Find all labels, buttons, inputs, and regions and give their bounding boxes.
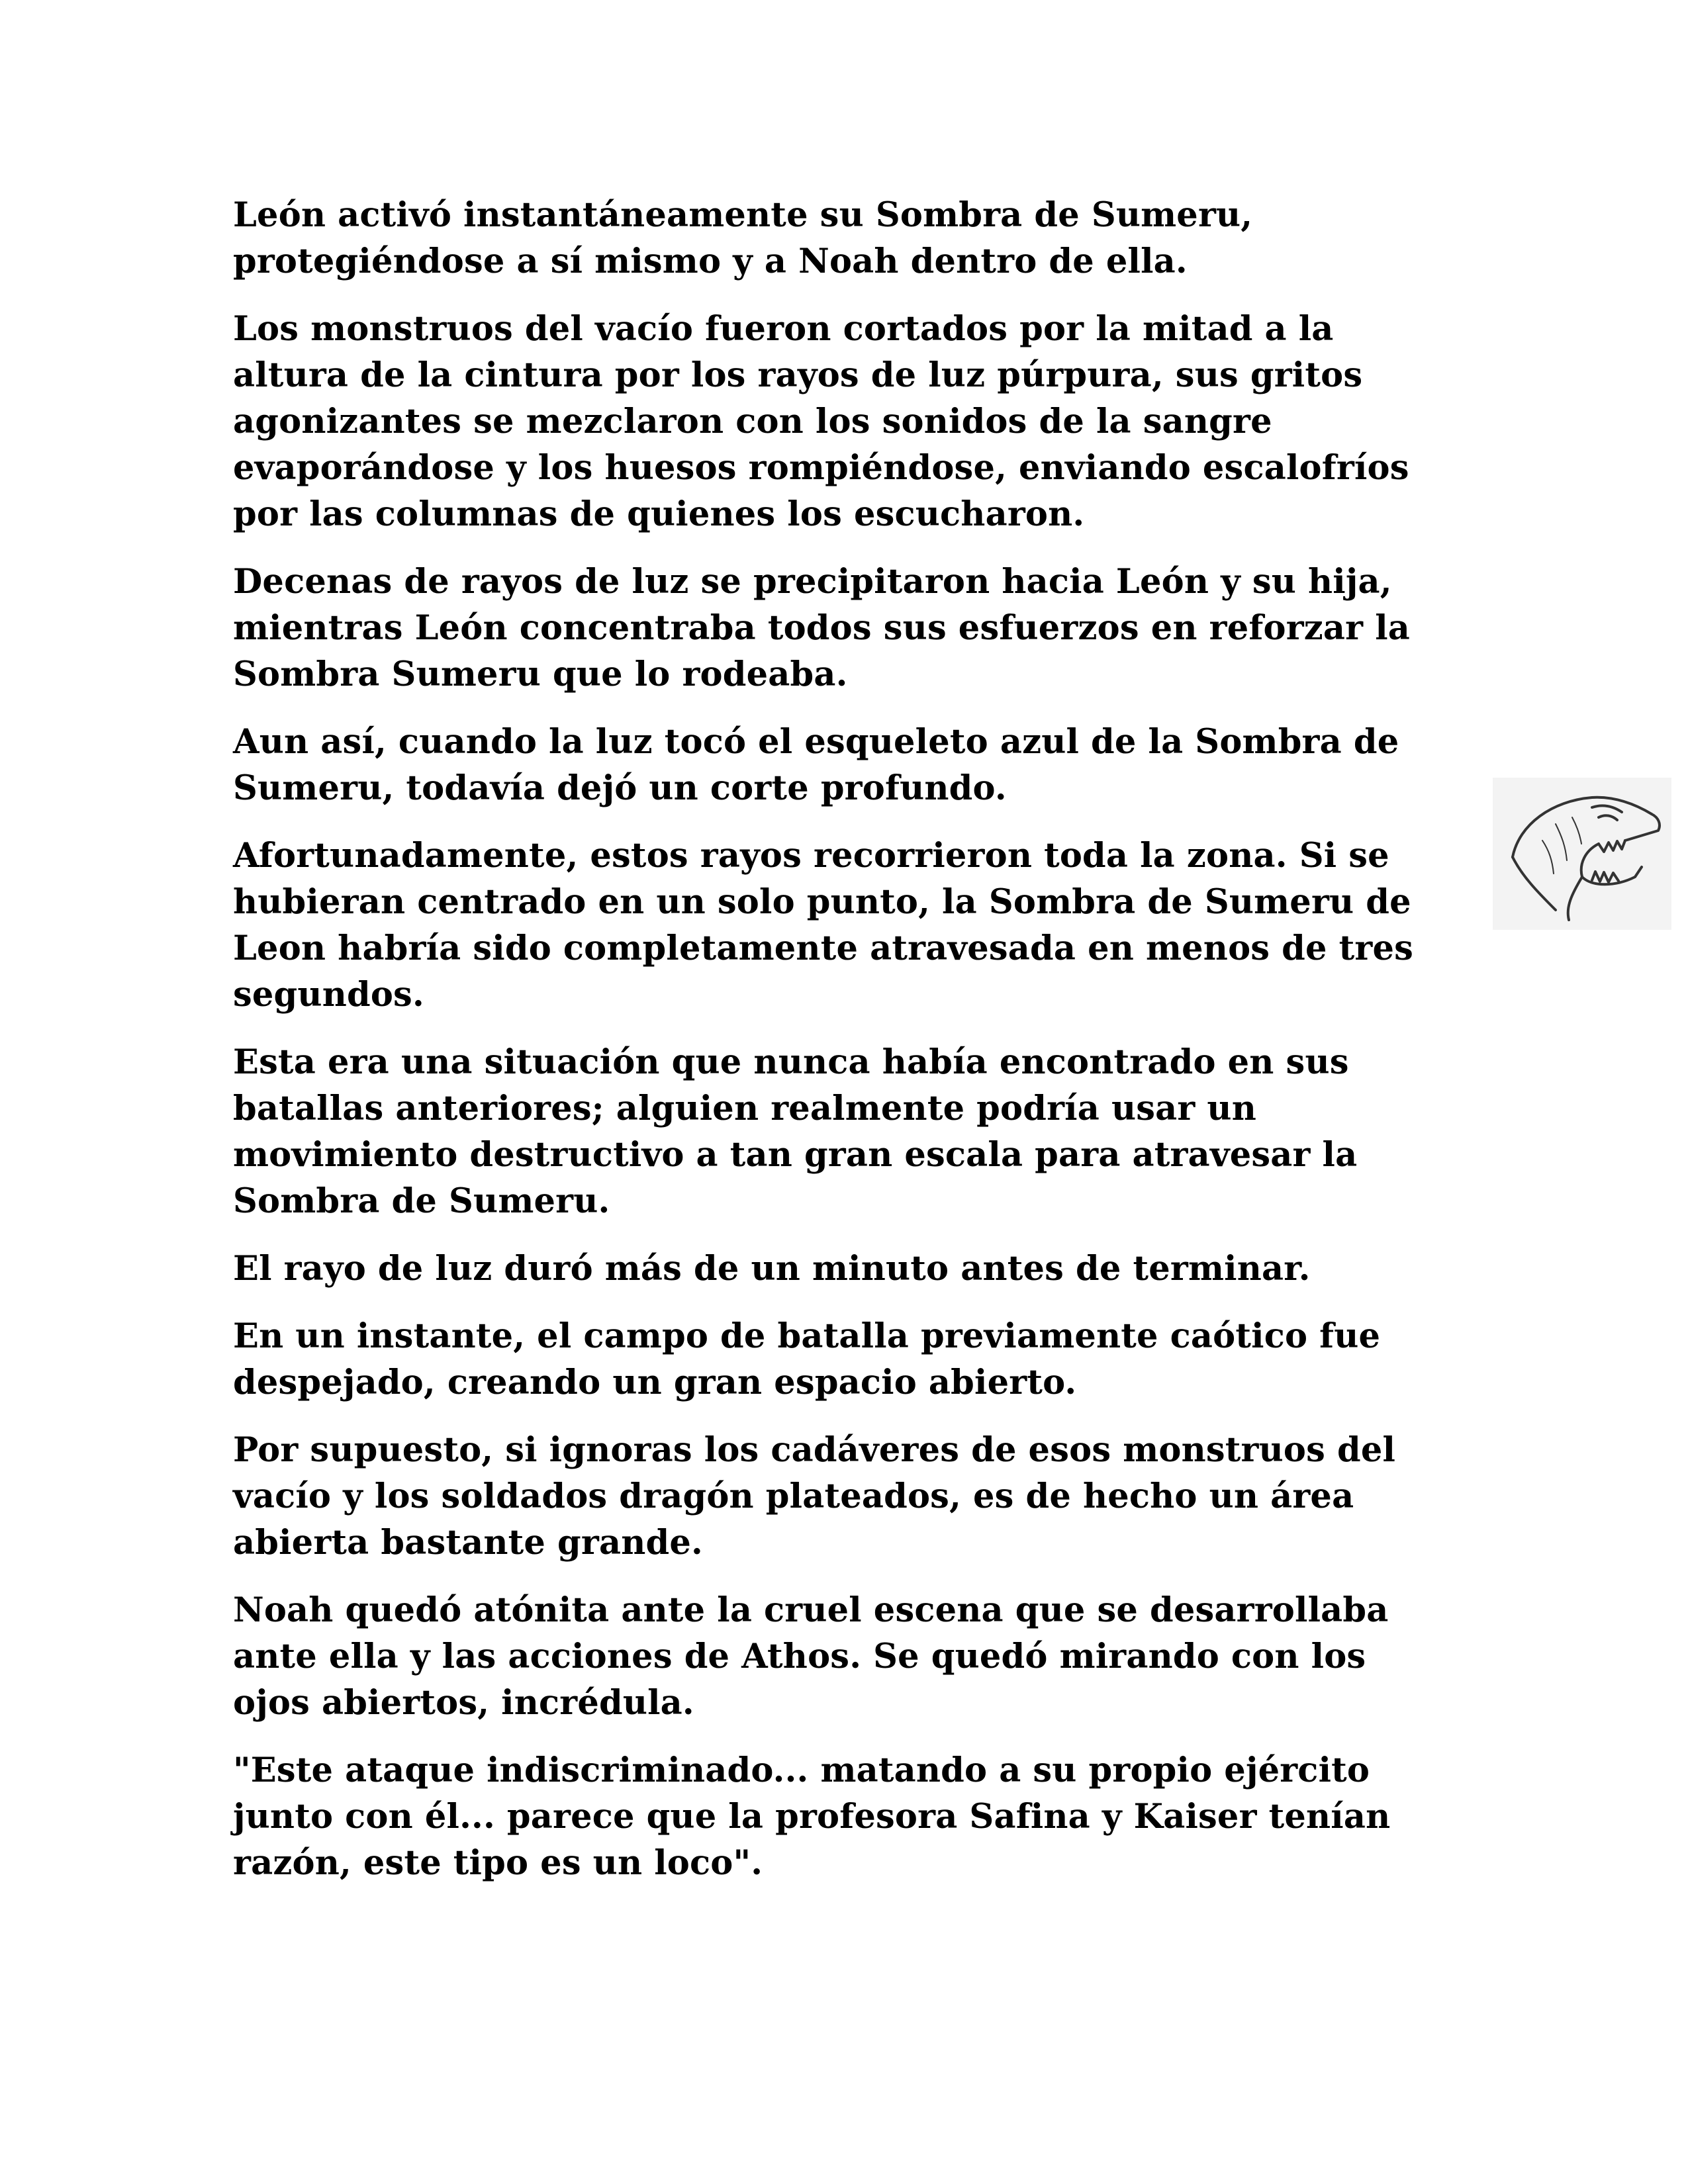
text-body <box>233 192 1444 1907</box>
paragraph: Aun así, cuando la luz tocó el esqueleto azul de la Sombra de Sumeru, todavía dejó un corte profundo. <box>233 722 1399 808</box>
paragraph: Por supuesto, si ignoras los cadáveres de esos monstruos del vacío y los soldados dragón plateados, es de hecho un área abierta bastante grande. <box>233 1430 1396 1563</box>
paragraph: Noah quedó atónita ante la cruel escena que se desarrollaba ante ella y las acciones de Athos. Se quedó mirando con los ojos abiertos, incrédula. <box>233 1590 1389 1723</box>
paragraph: Afortunadamente, estos rayos recorrieron toda la zona. Si se hubieran centrado en un solo punto, la Sombra de Sumeru de Leon habría sido completamente atravesada en menos de tres segundos. <box>233 836 1414 1015</box>
paragraph: En un instante, el campo de batalla previamente caótico fue despejado, creando un gran espacio abierto. <box>233 1316 1381 1402</box>
paragraph: Decenas de rayos de luz se precipitaron hacia León y su hija, mientras León concentraba todos sus esfuerzos en reforzar la Sombra Sumeru que lo rodeaba. <box>233 562 1411 694</box>
paragraph: Los monstruos del vacío fueron cortados por la mitad a la altura de la cintura por los rayos de luz púrpura, sus gritos agonizantes se mezclaron con los sonidos de la sangre evaporándose y los huesos rompiéndose, enviando escalofríos por las columnas de quienes los escucharon. <box>233 309 1409 534</box>
paragraph: Esta era una situación que nunca había encontrado en sus batallas anteriores; alguien realmente podría usar un movimiento destructivo a tan gran escala para atravesar la Sombra de Sumeru. <box>233 1042 1358 1221</box>
paragraph: León activó instantáneamente su Sombra de Sumeru, protegiéndose a sí mismo y a Noah dentro de ella. <box>233 195 1253 281</box>
paragraph: El rayo de luz duró más de un minuto antes de terminar. <box>233 1249 1311 1289</box>
dinosaur-head-sketch-icon <box>1493 778 1671 930</box>
paragraph: "Este ataque indiscriminado... matando a su propio ejército junto con él... parece que la profesora Safina y Kaiser tenían razón, este tipo es un loco". <box>233 1751 1391 1883</box>
